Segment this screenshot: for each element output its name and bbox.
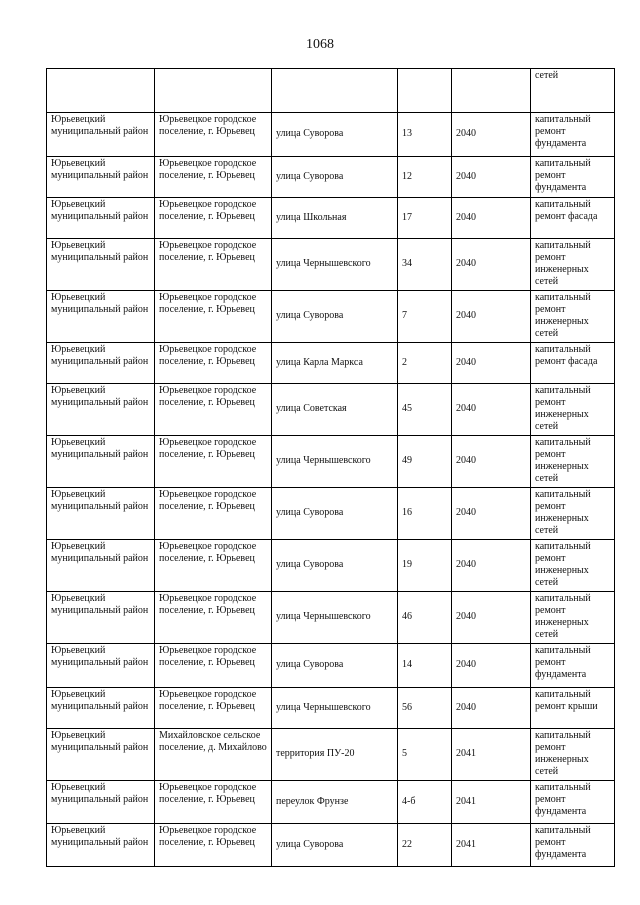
- street-cell: улица Суворова: [272, 488, 398, 540]
- street-cell: улица Суворова: [272, 157, 398, 198]
- year-cell: 2040: [452, 688, 531, 729]
- district-cell: Юрьевецкий муниципальный район: [47, 343, 155, 384]
- house-number-cell: 45: [398, 384, 452, 436]
- street-cell: улица Карла Маркса: [272, 343, 398, 384]
- house-number-cell: 49: [398, 436, 452, 488]
- year-cell: 2040: [452, 198, 531, 239]
- year-cell: 2040: [452, 436, 531, 488]
- house-number-cell: 22: [398, 824, 452, 867]
- table-row: [47, 436, 615, 488]
- settlement-cell: Юрьевецкое городское поселение, г. Юрьевец: [155, 488, 272, 540]
- table-row: [47, 540, 615, 592]
- street-cell: улица Чернышевского: [272, 592, 398, 644]
- repair-work-cell: капитальный ремонт инженерных сетей: [531, 540, 615, 592]
- street-cell: улица Суворова: [272, 113, 398, 157]
- district-cell: Юрьевецкий муниципальный район: [47, 729, 155, 781]
- settlement-cell: Юрьевецкое городское поселение, г. Юрьевец: [155, 384, 272, 436]
- house-number-cell: 2: [398, 343, 452, 384]
- house-number-cell: 12: [398, 157, 452, 198]
- house-number-cell: [398, 69, 452, 113]
- year-cell: 2041: [452, 824, 531, 867]
- house-number-cell: 4-б: [398, 781, 452, 824]
- repair-work-cell: капитальный ремонт фасада: [531, 343, 615, 384]
- settlement-cell: Юрьевецкое городское поселение, г. Юрьевец: [155, 157, 272, 198]
- district-cell: Юрьевецкий муниципальный район: [47, 592, 155, 644]
- table-row: [47, 781, 615, 824]
- table-body: [47, 69, 615, 867]
- year-cell: 2040: [452, 291, 531, 343]
- district-cell: Юрьевецкий муниципальный район: [47, 384, 155, 436]
- house-number-cell: 16: [398, 488, 452, 540]
- settlement-cell: Юрьевецкое городское поселение, г. Юрьевец: [155, 113, 272, 157]
- house-number-cell: 17: [398, 198, 452, 239]
- street-cell: улица Суворова: [272, 824, 398, 867]
- table-row: [47, 291, 615, 343]
- district-cell: Юрьевецкий муниципальный район: [47, 781, 155, 824]
- repair-work-cell: капитальный ремонт инженерных сетей: [531, 239, 615, 291]
- street-cell: территория ПУ-20: [272, 729, 398, 781]
- street-cell: улица Школьная: [272, 198, 398, 239]
- house-number-cell: 56: [398, 688, 452, 729]
- house-number-cell: 5: [398, 729, 452, 781]
- table-row: [47, 239, 615, 291]
- table-row: [47, 384, 615, 436]
- year-cell: 2040: [452, 384, 531, 436]
- settlement-cell: Юрьевецкое городское поселение, г. Юрьевец: [155, 781, 272, 824]
- repair-work-cell: капитальный ремонт фундамента: [531, 644, 615, 688]
- district-cell: Юрьевецкий муниципальный район: [47, 198, 155, 239]
- settlement-cell: [155, 69, 272, 113]
- street-cell: улица Чернышевского: [272, 239, 398, 291]
- year-cell: 2040: [452, 157, 531, 198]
- settlement-cell: Юрьевецкое городское поселение, г. Юрьевец: [155, 343, 272, 384]
- year-cell: 2040: [452, 239, 531, 291]
- table-row: [47, 644, 615, 688]
- street-cell: улица Чернышевского: [272, 688, 398, 729]
- repair-work-cell: капитальный ремонт инженерных сетей: [531, 436, 615, 488]
- street-cell: улица Суворова: [272, 644, 398, 688]
- district-cell: Юрьевецкий муниципальный район: [47, 644, 155, 688]
- year-cell: 2040: [452, 592, 531, 644]
- district-cell: Юрьевецкий муниципальный район: [47, 540, 155, 592]
- table-row: [47, 824, 615, 867]
- year-cell: 2040: [452, 113, 531, 157]
- district-cell: Юрьевецкий муниципальный район: [47, 824, 155, 867]
- table-row: [47, 198, 615, 239]
- street-cell: улица Суворова: [272, 291, 398, 343]
- table-row: [47, 157, 615, 198]
- repair-work-cell: капитальный ремонт инженерных сетей: [531, 291, 615, 343]
- settlement-cell: Юрьевецкое городское поселение, г. Юрьевец: [155, 644, 272, 688]
- housing-repair-table: [46, 68, 615, 867]
- district-cell: [47, 69, 155, 113]
- table-row: [47, 688, 615, 729]
- settlement-cell: Юрьевецкое городское поселение, г. Юрьевец: [155, 436, 272, 488]
- settlement-cell: Юрьевецкое городское поселение, г. Юрьевец: [155, 824, 272, 867]
- settlement-cell: Михайловское сельское поселение, д. Михайлово: [155, 729, 272, 781]
- table-row: [47, 488, 615, 540]
- settlement-cell: Юрьевецкое городское поселение, г. Юрьевец: [155, 688, 272, 729]
- district-cell: Юрьевецкий муниципальный район: [47, 488, 155, 540]
- table-row: [47, 592, 615, 644]
- repair-work-cell: капитальный ремонт фундамента: [531, 113, 615, 157]
- repair-work-cell: капитальный ремонт инженерных сетей: [531, 488, 615, 540]
- street-cell: улица Советская: [272, 384, 398, 436]
- street-cell: [272, 69, 398, 113]
- house-number-cell: 14: [398, 644, 452, 688]
- repair-work-cell: капитальный ремонт фундамента: [531, 781, 615, 824]
- page-number: 1068: [306, 37, 334, 52]
- repair-work-cell: сетей: [531, 69, 615, 113]
- table-row: [47, 69, 615, 113]
- repair-work-cell: капитальный ремонт фасада: [531, 198, 615, 239]
- year-cell: 2040: [452, 540, 531, 592]
- settlement-cell: Юрьевецкое городское поселение, г. Юрьевец: [155, 540, 272, 592]
- settlement-cell: Юрьевецкое городское поселение, г. Юрьевец: [155, 239, 272, 291]
- repair-work-cell: капитальный ремонт инженерных сетей: [531, 729, 615, 781]
- year-cell: [452, 69, 531, 113]
- table-row: [47, 113, 615, 157]
- house-number-cell: 46: [398, 592, 452, 644]
- district-cell: Юрьевецкий муниципальный район: [47, 291, 155, 343]
- repair-work-cell: капитальный ремонт фундамента: [531, 157, 615, 198]
- house-number-cell: 7: [398, 291, 452, 343]
- repair-work-cell: капитальный ремонт фундамента: [531, 824, 615, 867]
- district-cell: Юрьевецкий муниципальный район: [47, 436, 155, 488]
- year-cell: 2041: [452, 729, 531, 781]
- street-cell: переулок Фрунзе: [272, 781, 398, 824]
- repair-work-cell: капитальный ремонт инженерных сетей: [531, 592, 615, 644]
- house-number-cell: 19: [398, 540, 452, 592]
- year-cell: 2040: [452, 343, 531, 384]
- settlement-cell: Юрьевецкое городское поселение, г. Юрьевец: [155, 198, 272, 239]
- district-cell: Юрьевецкий муниципальный район: [47, 688, 155, 729]
- repair-work-cell: капитальный ремонт крыши: [531, 688, 615, 729]
- district-cell: Юрьевецкий муниципальный район: [47, 113, 155, 157]
- street-cell: улица Суворова: [272, 540, 398, 592]
- house-number-cell: 34: [398, 239, 452, 291]
- district-cell: Юрьевецкий муниципальный район: [47, 157, 155, 198]
- year-cell: 2040: [452, 644, 531, 688]
- year-cell: 2040: [452, 488, 531, 540]
- settlement-cell: Юрьевецкое городское поселение, г. Юрьевец: [155, 592, 272, 644]
- settlement-cell: Юрьевецкое городское поселение, г. Юрьевец: [155, 291, 272, 343]
- district-cell: Юрьевецкий муниципальный район: [47, 239, 155, 291]
- year-cell: 2041: [452, 781, 531, 824]
- repair-work-cell: капитальный ремонт инженерных сетей: [531, 384, 615, 436]
- table-row: [47, 343, 615, 384]
- house-number-cell: 13: [398, 113, 452, 157]
- table-row: [47, 729, 615, 781]
- street-cell: улица Чернышевского: [272, 436, 398, 488]
